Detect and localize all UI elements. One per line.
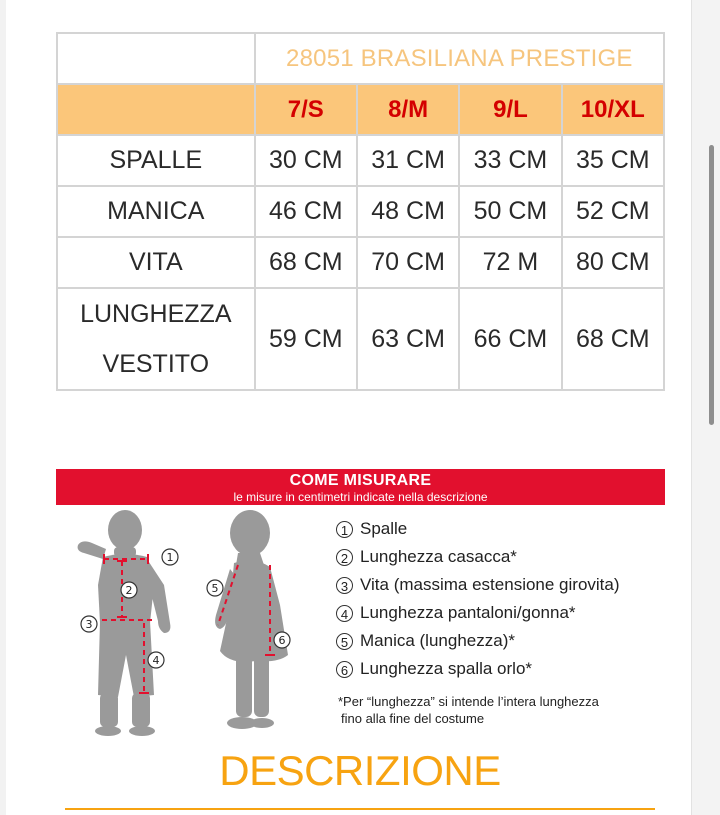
legend-text: Spalle — [360, 519, 408, 538]
description-divider — [65, 808, 655, 810]
legend-item — [336, 571, 681, 599]
banner-subtitle: le misure in centimetri indicate nella descrizione — [233, 490, 488, 504]
size-header: 10/XL — [562, 84, 664, 135]
table-cell: 68 CM — [562, 288, 664, 390]
legend-item — [336, 655, 681, 683]
scrollbar[interactable] — [709, 145, 714, 425]
legend-text: Lunghezza pantaloni/gonna* — [360, 603, 576, 622]
number-badge: 5 — [336, 633, 353, 650]
number-badge: 4 — [336, 605, 353, 622]
legend-item — [336, 599, 681, 627]
row-label: SPALLE — [57, 135, 255, 186]
table-cell: 52 CM — [562, 186, 664, 237]
size-table — [56, 32, 665, 391]
table-cell: 46 CM — [255, 186, 357, 237]
child-side-figure — [215, 510, 288, 729]
number-badge: 2 — [336, 549, 353, 566]
footnote-line: fino alla fine del costume — [341, 711, 485, 726]
legend-item — [336, 515, 681, 543]
table-row — [57, 186, 664, 237]
size-header-row — [57, 84, 664, 135]
size-header: 7/S — [255, 84, 357, 135]
table-cell: 31 CM — [357, 135, 459, 186]
measurement-legend — [336, 515, 681, 683]
how-to-measure-banner — [56, 469, 665, 505]
table-cell: 68 CM — [255, 237, 357, 288]
legend-text: Manica (lunghezza)* — [360, 631, 515, 650]
table-row — [57, 288, 664, 390]
table-cell: 48 CM — [357, 186, 459, 237]
table-cell: 33 CM — [459, 135, 561, 186]
size-table-title-row — [57, 33, 664, 84]
description-heading: DESCRIZIONE — [219, 747, 501, 794]
table-cell: 30 CM — [255, 135, 357, 186]
marker-6: 6 — [278, 634, 286, 647]
banner-title: COME MISURARE — [289, 472, 432, 489]
table-cell: 50 CM — [459, 186, 561, 237]
table-row — [57, 237, 664, 288]
table-cell: 63 CM — [357, 288, 459, 390]
product-title: 28051 BRASILIANA PRESTIGE — [255, 33, 664, 84]
legend-item — [336, 627, 681, 655]
row-label-line: VESTITO — [102, 350, 210, 378]
marker-2: 2 — [125, 584, 133, 597]
number-badge: 6 — [336, 661, 353, 678]
row-label — [57, 288, 255, 390]
right-frame — [692, 0, 720, 815]
number-badge: 1 — [336, 521, 353, 538]
number-badge: 3 — [336, 577, 353, 594]
length-footnote — [338, 693, 668, 727]
table-row — [57, 135, 664, 186]
measurement-figures-illustration — [70, 505, 310, 740]
row-label: VITA — [57, 237, 255, 288]
table-cell: 70 CM — [357, 237, 459, 288]
legend-item — [336, 543, 681, 571]
left-frame — [0, 0, 6, 815]
size-header: 9/L — [459, 84, 561, 135]
table-cell: 59 CM — [255, 288, 357, 390]
legend-text: Vita (massima estensione girovita) — [360, 575, 620, 594]
marker-5: 5 — [211, 582, 219, 595]
marker-1: 1 — [166, 551, 174, 564]
empty-corner-cell — [57, 33, 255, 84]
footnote-line: *Per “lunghezza” si intende l’intera lunghezza — [338, 694, 599, 709]
table-cell: 72 M — [459, 237, 561, 288]
legend-text: Lunghezza casacca* — [360, 547, 517, 566]
legend-text: Lunghezza spalla orlo* — [360, 659, 533, 678]
marker-4: 4 — [152, 654, 160, 667]
table-cell: 35 CM — [562, 135, 664, 186]
marker-3: 3 — [85, 618, 93, 631]
row-label-line: LUNGHEZZA — [80, 300, 232, 328]
row-label: MANICA — [57, 186, 255, 237]
size-header: 8/M — [357, 84, 459, 135]
table-cell: 80 CM — [562, 237, 664, 288]
table-cell: 66 CM — [459, 288, 561, 390]
empty-header-cell — [57, 84, 255, 135]
